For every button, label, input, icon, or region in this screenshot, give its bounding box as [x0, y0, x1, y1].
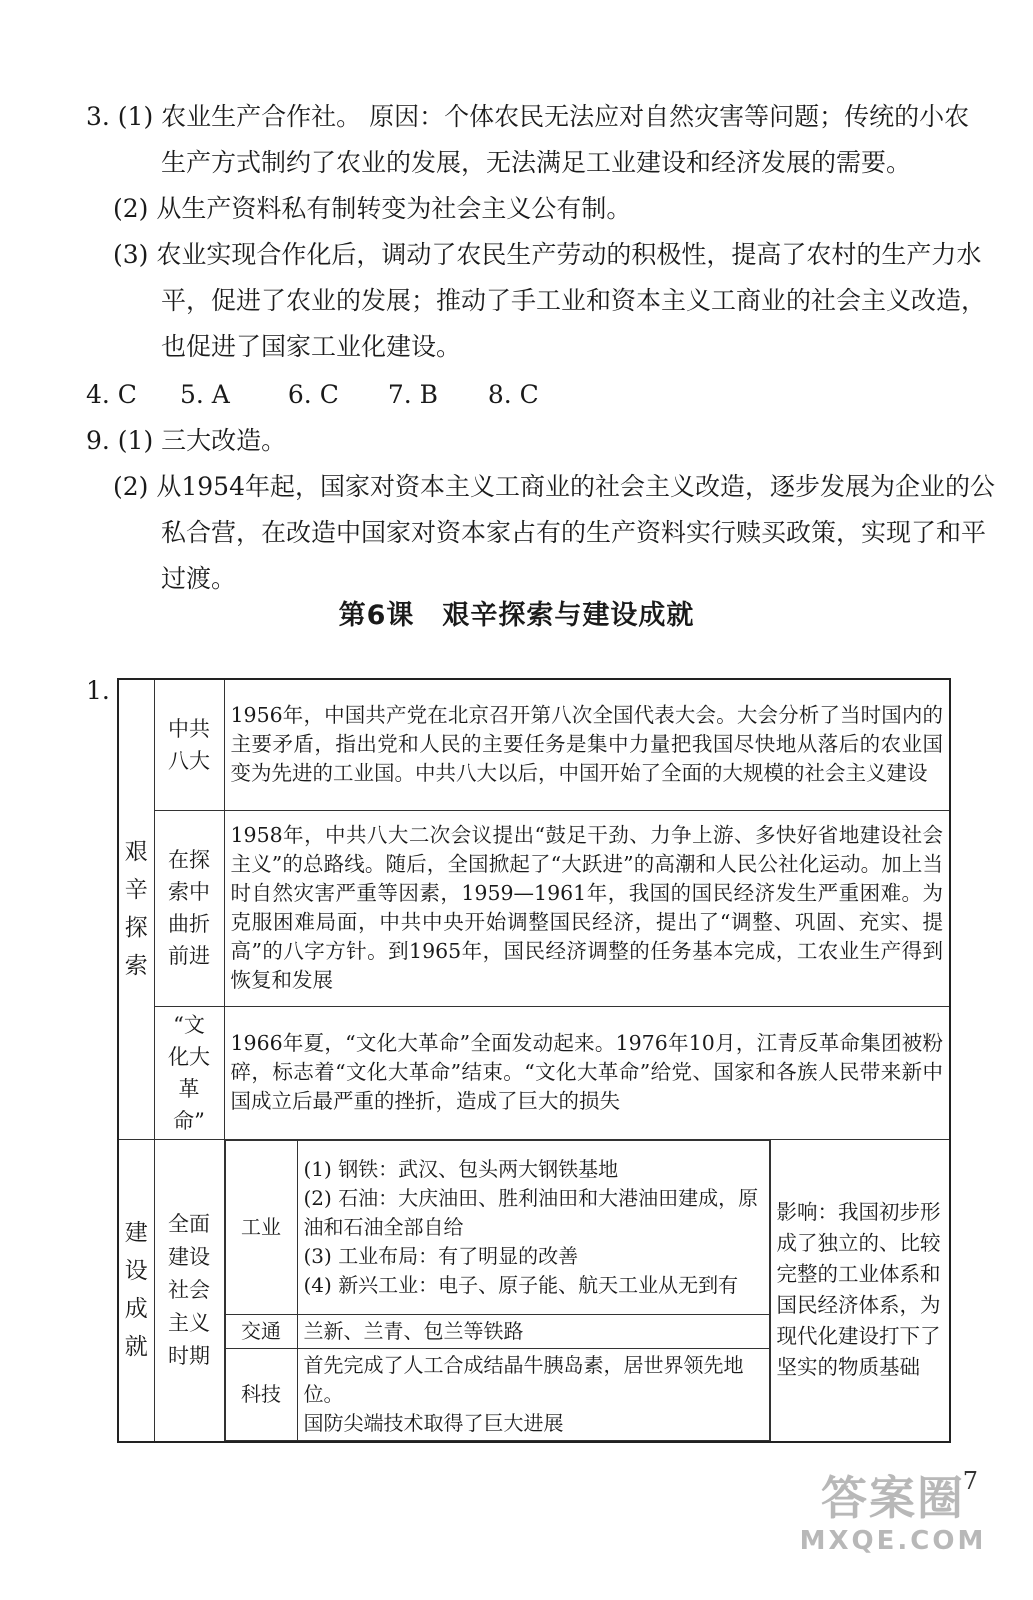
row-label-eighth-congress: 中共八大: [154, 679, 224, 810]
row-text-eighth-congress: 1956年，中国共产党在北京召开第八次全国代表大会。大会分析了当时国内的主要矛盾，指出党和人民的主要任务是集中力量把我国尽快地从落后的农业国变为先进的工业国。中共八大以后，中国开始了全面的大规模的社会主义建设: [224, 679, 950, 810]
q3-part3-line1: (3) 农业实现合作化后，调动了农民生产劳动的积极性，提高了农村的生产力水: [113, 240, 982, 269]
mc-answer: 4. C: [86, 380, 137, 409]
industry-item: (2) 石油：大庆油田、胜利油田和大港油田建成，原油和石油全部自给: [303, 1185, 759, 1239]
row-text-cultural-revolution: 1966年夏，“文化大革命”全面发动起来。1976年10月，江青反革命集团被粉碎，标志着“文化大革命”结束。“文化大革命”给党、国家和各族人民带来新中国成立后最严重的挫折，造成了巨大的损失: [224, 1006, 950, 1139]
sector-transport-text: 兰新、兰青、包兰等铁路: [297, 1314, 769, 1348]
q9-part2-line3: 过渡。: [161, 564, 237, 593]
tech-line: 首先完成了人工合成结晶牛胰岛素，居世界领先地位。: [303, 1352, 744, 1406]
sector-tech-text: [297, 1348, 769, 1440]
table-row: [118, 810, 950, 1006]
table-row: [118, 1006, 950, 1139]
industry-item: (4) 新兴工业：电子、原子能、航天工业从无到有: [303, 1272, 739, 1297]
table-row: [225, 1314, 769, 1348]
impact-text: 影响：我国初步形成了独立的、比较完整的工业体系和国民经济体系，为现代化建设打下了坚实的物质基础: [770, 1139, 950, 1442]
sector-grid: [224, 1139, 770, 1442]
sector-tech-label: 科技: [225, 1348, 297, 1440]
table-row: [225, 1140, 769, 1314]
q3-part2: (2) 从生产资料私有制转变为社会主义公有制。: [113, 194, 632, 223]
row-text-tortuous-progress: 1958年，中共八大二次会议提出“鼓足干劲、力争上游、多快好省地建设社会主义”的总路线。随后，全国掀起了“大跃进”的高潮和人民公社化运动。加上当时自然灾害严重等因素，1959—1961年，我国的国民经济发生严重困难。为克服困难局面，中共中央开始调整国民经济，提出了“调整、巩固、充实、提高”的八字方针。到1965年，国民经济调整的任务基本完成，工农业生产得到恢复和发展: [224, 810, 950, 1006]
q3-part3-line2: 平，促进了农业的发展；推动了手工业和资本主义工商业的社会主义改造，: [161, 286, 987, 315]
sector-industry-label: 工业: [225, 1140, 297, 1314]
row-label-cultural-revolution: “文化大革命”: [154, 1006, 224, 1139]
sector-industry-items: [297, 1140, 769, 1314]
q9-part2-line1: (2) 从1954年起，国家对资本主义工商业的社会主义改造，逐步发展为企业的公: [113, 472, 995, 501]
q3-line2: 生产方式制约了农业的发展，无法满足工业建设和经济发展的需要。: [161, 148, 912, 177]
page-number: 7: [962, 1467, 978, 1495]
mc-answer: 5. A: [179, 380, 230, 409]
mc-answer: 7. B: [387, 380, 439, 409]
lesson-title: 第6课 艰辛探索与建设成就: [338, 600, 695, 631]
section-label-achievements: 建设成就: [118, 1139, 154, 1442]
sector-transport-label: 交通: [225, 1314, 297, 1348]
q9-part1: 9. (1) 三大改造。: [86, 426, 287, 455]
row-label-tortuous-progress: 在探索中曲折前进: [154, 810, 224, 1006]
mc-answer: 8. C: [487, 380, 539, 409]
q3-line1: 3. (1) 农业生产合作社。 原因：个体农民无法应对自然灾害等问题；传统的小农: [86, 102, 970, 131]
table-question-number: 1.: [86, 676, 110, 705]
table-row: [118, 679, 950, 810]
multiple-choice-answers: [86, 372, 578, 418]
watermark-url: MXQE.COM: [799, 1526, 987, 1556]
tech-line: 国防尖端技术取得了巨大进展: [303, 1410, 564, 1435]
period-label: 全面建设社会主义时期: [154, 1139, 224, 1442]
mc-answer: 6. C: [287, 380, 339, 409]
q9-part2-line2: 私合营，在改造中国家对资本家占有的生产资料实行赎买政策，实现了和平: [161, 518, 987, 547]
summary-table: [117, 678, 951, 1443]
watermark-text: 答案圈: [821, 1471, 965, 1525]
industry-item: (3) 工业布局：有了明显的改善: [303, 1243, 579, 1268]
q3-part3-line3: 也促进了国家工业化建设。: [161, 332, 462, 361]
sector-table: [225, 1140, 770, 1441]
watermark-logo: [793, 1470, 993, 1580]
section-label-exploration: 艰辛探索: [118, 679, 154, 1139]
table-row: [118, 1139, 950, 1442]
industry-item: (1) 钢铁：武汉、包头两大钢铁基地: [303, 1156, 619, 1181]
table-row: [225, 1348, 769, 1440]
